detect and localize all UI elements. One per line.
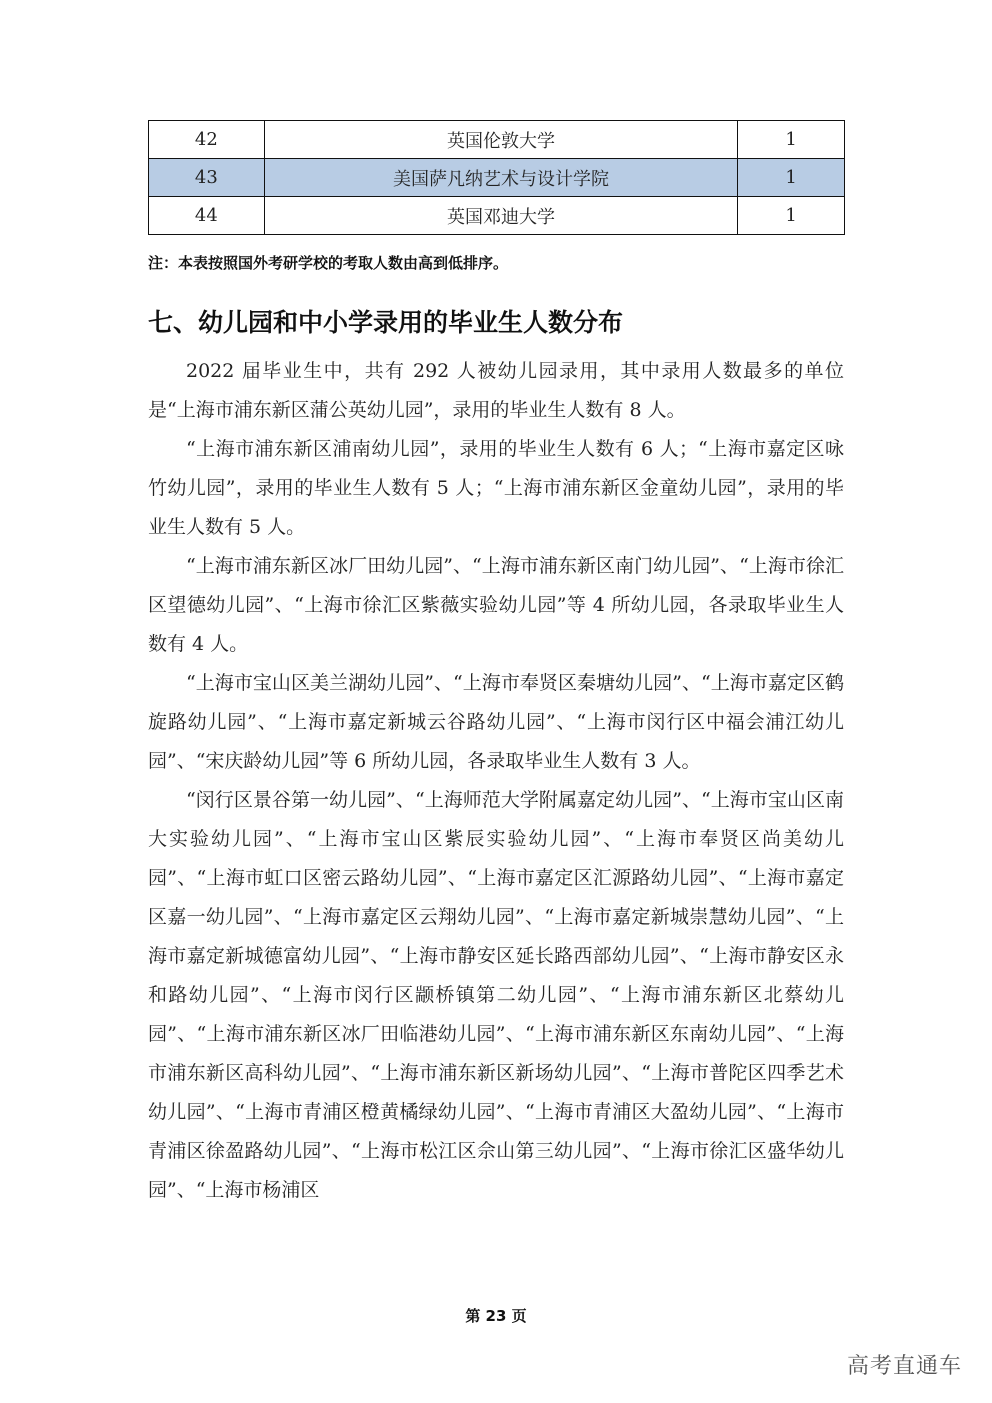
table-row [149, 121, 845, 159]
table-note: 注：本表按照国外考研学校的考取人数由高到低排序。 [148, 254, 509, 272]
table-row [149, 197, 845, 235]
paragraph: 2022 届毕业生中，共有 292 人被幼儿园录用，其中录用人数最多的单位是“上海市浦东新区蒲公英幼儿园”，录用的毕业生人数有 8 人。 [148, 360, 844, 421]
page-number: 第 23 页 [465, 1307, 527, 1325]
rank-cell: 42 [149, 121, 265, 159]
school-cell: 英国伦敦大学 [264, 121, 738, 159]
school-cell: 英国邓迪大学 [264, 197, 738, 235]
table-body [149, 121, 845, 235]
count-cell: 1 [738, 121, 845, 159]
table-row [149, 159, 845, 197]
section-heading: 七、幼儿园和中小学录用的毕业生人数分布 [148, 308, 624, 337]
school-ranking-table [148, 120, 845, 235]
rank-cell: 43 [149, 159, 265, 197]
paragraph: “上海市浦东新区冰厂田幼儿园”、“上海市浦东新区南门幼儿园”、“上海市徐汇区望德幼儿园”、“上海市徐汇区紫薇实验幼儿园”等 4 所幼儿园，各录取毕业生人数有 4 人。 [148, 555, 844, 655]
watermark-text: 高考直通车 [846, 1354, 962, 1379]
paragraph: “上海市浦东新区浦南幼儿园”，录用的毕业生人数有 6 人；“上海市嘉定区咏竹幼儿园”，录用的毕业生人数有 5 人；“上海市浦东新区金童幼儿园”，录用的毕业生人数有 5 人。 [148, 438, 844, 538]
count-cell: 1 [738, 197, 845, 235]
body-text [148, 352, 844, 1210]
paragraph: “上海市宝山区美兰湖幼儿园”、“上海市奉贤区秦塘幼儿园”、“上海市嘉定区鹤旋路幼儿园”、“上海市嘉定新城云谷路幼儿园”、“上海市闵行区中福会浦江幼儿园”、“宋庆龄幼儿园”等 6 所幼儿园，各录取毕业生人数有 3 人。 [148, 672, 844, 772]
school-cell: 美国萨凡纳艺术与设计学院 [264, 159, 738, 197]
paragraph: “闵行区景谷第一幼儿园”、“上海师范大学附属嘉定幼儿园”、“上海市宝山区南大实验幼儿园”、“上海市宝山区紫辰实验幼儿园”、“上海市奉贤区尚美幼儿园”、“上海市虹口区密云路幼儿园”、“上海市嘉定区汇源路幼儿园”、“上海市嘉定区嘉一幼儿园”、“上海市嘉定区云翔幼儿园”、“上海市嘉定新城崇慧幼儿园”、“上海市嘉定新城德富幼儿园”、“上海市静安区延长路西部幼儿园”、“上海市静安区永和路幼儿园”、“上海市闵行区颛桥镇第二幼儿园”、“上海市浦东新区北蔡幼儿园”、“上海市浦东新区冰厂田临港幼儿园”、“上海市浦东新区东南幼儿园”、“上海市浦东新区高科幼儿园”、“上海市浦东新区新场幼儿园”、“上海市普陀区四季艺术幼儿园”、“上海市青浦区橙黄橘绿幼儿园”、“上海市青浦区大盈幼儿园”、“上海市青浦区徐盈路幼儿园”、“上海市松江区佘山第三幼儿园”、“上海市徐汇区盛华幼儿园”、“上海市杨浦区 [148, 789, 844, 1201]
count-cell: 1 [738, 159, 845, 197]
rank-cell: 44 [149, 197, 265, 235]
